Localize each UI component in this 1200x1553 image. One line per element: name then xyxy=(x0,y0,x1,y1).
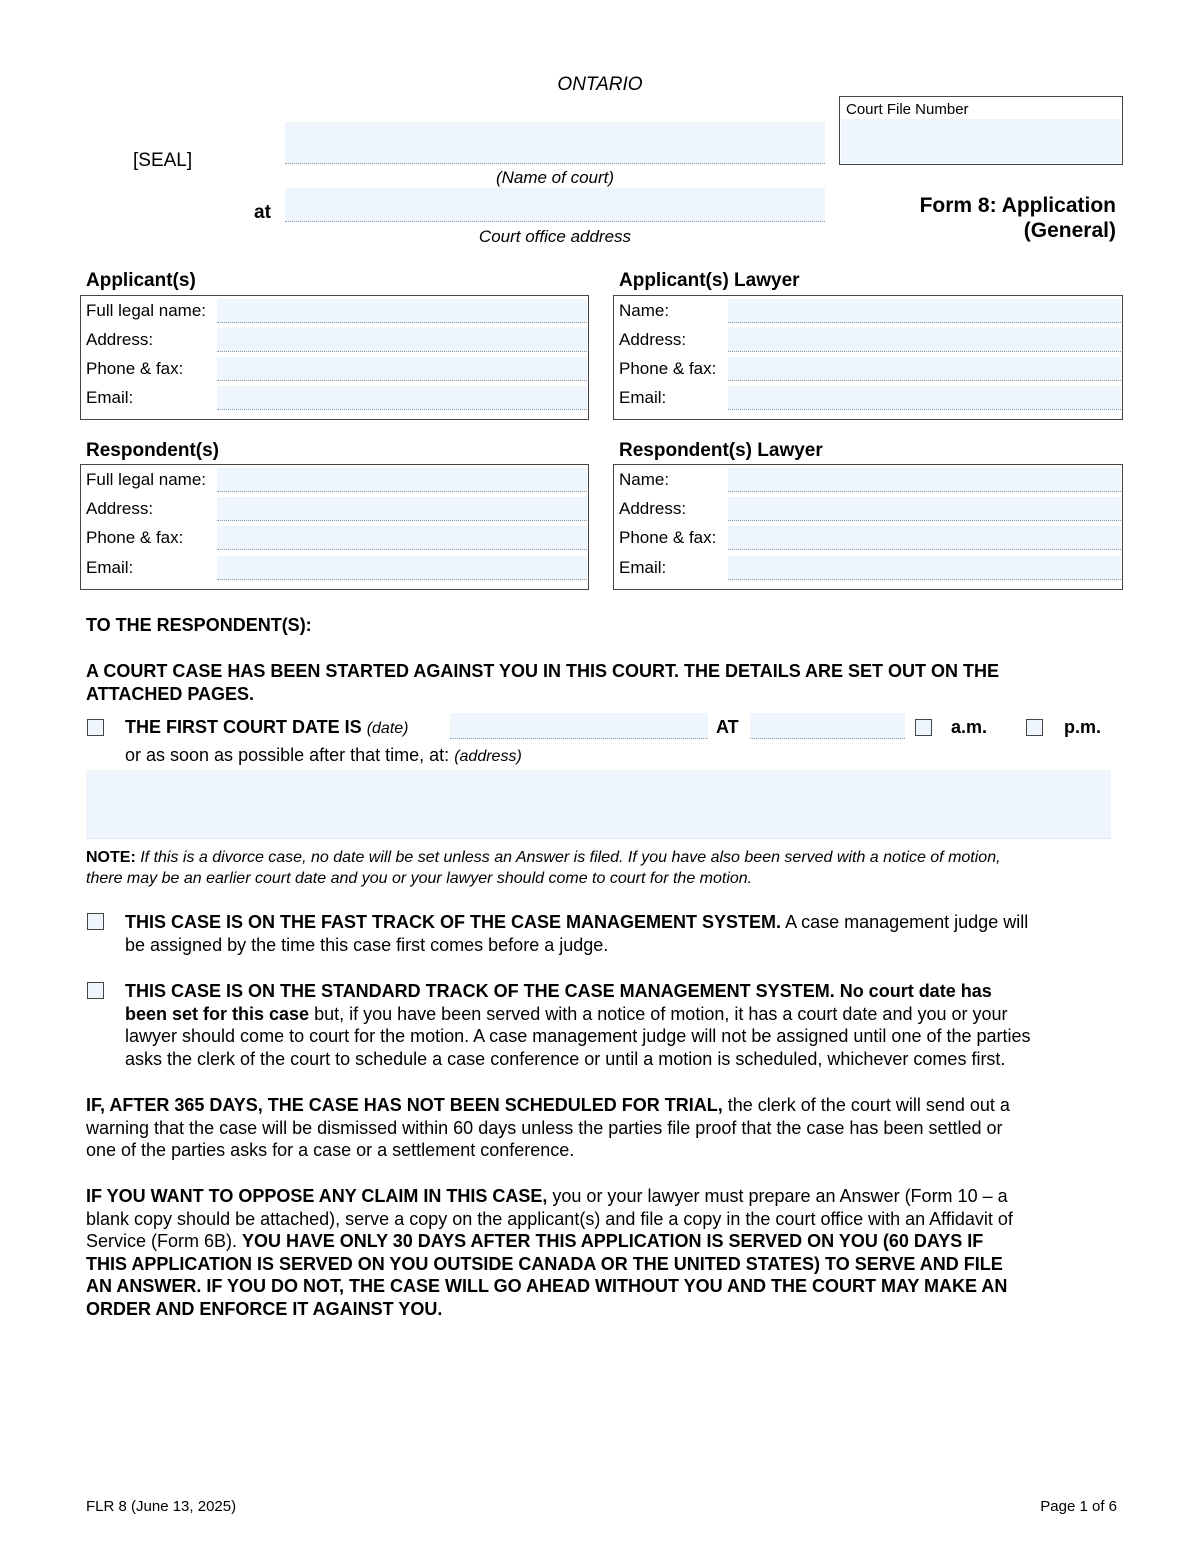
respondent-lawyer-box xyxy=(613,464,1123,590)
court-office-address-caption: Court office address xyxy=(478,227,632,246)
field-label: Name: xyxy=(619,470,670,489)
form-title-line2: (General) xyxy=(1023,219,1116,242)
province-heading: ONTARIO xyxy=(557,74,643,95)
trial-warning-heading: IF, AFTER 365 DAYS, THE CASE HAS NOT BEEN SCHEDULED FOR TRIAL, xyxy=(86,1095,723,1115)
first-court-date-input[interactable] xyxy=(450,713,708,739)
applicant-address-row xyxy=(81,326,590,354)
respondent-name-row xyxy=(81,466,590,494)
respondent-phone-row xyxy=(81,524,590,552)
field-label: Full legal name: xyxy=(86,301,207,320)
applicant-name-input[interactable] xyxy=(217,299,587,323)
am-label: a.m. xyxy=(951,717,988,737)
court-file-number-box xyxy=(839,96,1123,165)
to-respondent-heading: TO THE RESPONDENT(S): xyxy=(86,615,312,635)
trial-warning xyxy=(86,1094,1126,1162)
address-hint: (address) xyxy=(454,748,522,765)
case-started-line: A COURT CASE HAS BEEN STARTED AGAINST YOU IN THIS COURT. THE DETAILS ARE SET OUT ON THE xyxy=(86,661,1000,681)
fast-track-line: be assigned by the time this case first comes before a judge. xyxy=(125,934,609,955)
respondent-lawyer-name-input[interactable] xyxy=(728,468,1121,492)
trial-warning-line xyxy=(86,1094,1126,1117)
applicant-lawyer-email-input[interactable] xyxy=(728,386,1121,410)
date-hint: (date) xyxy=(366,720,409,737)
oppose-line: ORDER AND ENFORCE IT AGAINST YOU. xyxy=(86,1298,443,1319)
fast-track-rest: A case management judge will xyxy=(785,912,1029,932)
respondent-lawyer-address-input[interactable] xyxy=(728,497,1121,521)
time-at-label: AT xyxy=(716,717,739,737)
field-label: Phone & fax: xyxy=(86,359,184,378)
standard-track-line xyxy=(125,1003,1125,1026)
trial-warning-line: one of the parties asks for a case or a settlement conference. xyxy=(86,1140,575,1160)
field-label: Address: xyxy=(86,499,154,518)
at-label: at xyxy=(254,202,271,223)
first-court-time-input[interactable] xyxy=(750,713,905,739)
court-office-address-field[interactable] xyxy=(285,188,825,222)
page-number: Page 1 of 6 xyxy=(1040,1498,1117,1515)
applicant-lawyer-phone-row xyxy=(614,355,1124,383)
field-label: Phone & fax: xyxy=(619,528,717,547)
respondent-lawyer-address-row xyxy=(614,495,1124,523)
form-title-line1: Form 8: Application xyxy=(919,194,1116,217)
field-label: Address: xyxy=(619,499,687,518)
standard-track-bold: been set for this case xyxy=(125,1003,310,1024)
note-label: NOTE: xyxy=(86,849,136,866)
note-text: If this is a divorce case, no date will be set unless an Answer is filed. If you have also been served with a notice of motion, xyxy=(140,849,1001,866)
applicant-lawyer-name-row xyxy=(614,297,1124,325)
applicant-lawyer-email-row xyxy=(614,384,1124,412)
applicant-email-input[interactable] xyxy=(217,386,587,410)
respondent-heading: Respondent(s) xyxy=(86,440,219,461)
respondent-phone-input[interactable] xyxy=(217,526,587,550)
first-court-date-checkbox[interactable] xyxy=(87,719,104,736)
oppose-normal: Service (Form 6B). xyxy=(86,1231,238,1251)
first-court-date-label-group xyxy=(125,717,408,738)
court-name-field[interactable] xyxy=(285,122,825,164)
applicant-heading: Applicant(s) xyxy=(86,270,196,291)
applicant-lawyer-address-row xyxy=(614,326,1124,354)
oppose-line xyxy=(86,1185,1126,1208)
respondent-lawyer-phone-input[interactable] xyxy=(728,526,1121,550)
oppose-line xyxy=(86,1230,1126,1253)
am-checkbox[interactable] xyxy=(915,719,932,736)
oppose-line: THIS APPLICATION IS SERVED ON YOU OUTSIDE CANADA OR THE UNITED STATES) TO SERVE AND FILE xyxy=(86,1253,1003,1274)
respondent-name-input[interactable] xyxy=(217,468,587,492)
pm-label: p.m. xyxy=(1064,717,1102,737)
note-line: there may be an earlier court date and you or your lawyer should come to court for the motion. xyxy=(86,870,753,887)
oppose-bold: YOU HAVE ONLY 30 DAYS AFTER THIS APPLICATION IS SERVED ON YOU (60 DAYS IF xyxy=(242,1231,984,1251)
field-label: Name: xyxy=(619,301,670,320)
respondent-lawyer-phone-row xyxy=(614,524,1124,552)
applicant-box xyxy=(80,295,589,420)
field-label: Address: xyxy=(619,330,687,349)
applicant-name-row xyxy=(81,297,590,325)
applicant-lawyer-name-input[interactable] xyxy=(728,299,1121,323)
applicant-email-row xyxy=(81,384,590,412)
applicant-address-input[interactable] xyxy=(217,328,587,352)
applicant-lawyer-address-input[interactable] xyxy=(728,328,1121,352)
field-label: Email: xyxy=(86,388,134,407)
case-started-notice xyxy=(86,660,1126,705)
seal-placeholder: [SEAL] xyxy=(133,150,193,171)
asap-text: or as soon as possible after that time, at: xyxy=(125,745,450,765)
standard-track-checkbox[interactable] xyxy=(87,982,104,999)
note-block xyxy=(86,847,1126,889)
fast-track-text xyxy=(125,911,1125,956)
applicant-phone-row xyxy=(81,355,590,383)
standard-track-text xyxy=(125,980,1125,1070)
case-started-line: ATTACHED PAGES. xyxy=(86,683,255,704)
field-label: Phone & fax: xyxy=(619,359,717,378)
trial-warning-line: warning that the case will be dismissed within 60 days unless the parties file proof that the case has been settled or xyxy=(86,1117,1003,1138)
oppose-heading: IF YOU WANT TO OPPOSE ANY CLAIM IN THIS CASE, xyxy=(86,1186,548,1206)
respondent-lawyer-heading: Respondent(s) Lawyer xyxy=(619,440,823,461)
field-label: Email: xyxy=(619,558,667,577)
field-label: Email: xyxy=(86,558,134,577)
oppose-line: blank copy should be attached), serve a copy on the applicant(s) and file a copy in the court office with an Affidavit of xyxy=(86,1208,1013,1229)
standard-track-rest: but, if you have been served with a notice of motion, it has a court date and you or your xyxy=(314,1003,1008,1024)
oppose-line: AN ANSWER. IF YOU DO NOT, THE CASE WILL GO AHEAD WITHOUT YOU AND THE COURT MAY MAKE AN xyxy=(86,1276,1008,1296)
respondent-lawyer-email-row xyxy=(614,554,1124,582)
applicant-lawyer-phone-input[interactable] xyxy=(728,357,1121,381)
field-label: Full legal name: xyxy=(86,470,207,489)
form-title xyxy=(920,193,1116,243)
respondent-address-row xyxy=(81,495,590,523)
first-court-date-label: THE FIRST COURT DATE IS xyxy=(125,717,362,737)
respondent-address-input[interactable] xyxy=(217,497,587,521)
applicant-lawyer-heading: Applicant(s) Lawyer xyxy=(619,270,800,291)
fast-track-line xyxy=(125,911,1125,934)
asap-line xyxy=(125,745,522,766)
respondent-email-row xyxy=(81,554,590,582)
applicant-lawyer-box xyxy=(613,295,1123,420)
court-address-input[interactable] xyxy=(86,770,1111,839)
standard-track-line: lawyer should come to court for the motion. A case management judge will not be assigned until one of the parties xyxy=(125,1026,1031,1046)
standard-track-line: asks the clerk of the court to schedule a case conference or until a motion is scheduled, whichever comes first. xyxy=(125,1048,1006,1069)
oppose-rest: you or your lawyer must prepare an Answer (Form 10 – a xyxy=(552,1186,1008,1206)
respondent-lawyer-name-row xyxy=(614,466,1124,494)
applicant-phone-input[interactable] xyxy=(217,357,587,381)
pm-checkbox[interactable] xyxy=(1026,719,1043,736)
court-file-number-field[interactable] xyxy=(841,119,1121,163)
respondent-box xyxy=(80,464,589,590)
oppose-claim-notice xyxy=(86,1185,1126,1320)
court-name-caption: (Name of court) xyxy=(495,168,615,187)
field-label: Address: xyxy=(86,330,154,349)
court-file-number-label: Court File Number xyxy=(846,101,969,118)
fast-track-checkbox[interactable] xyxy=(87,913,104,930)
fast-track-heading: THIS CASE IS ON THE FAST TRACK OF THE CASE MANAGEMENT SYSTEM. xyxy=(125,912,782,932)
standard-track-line: THIS CASE IS ON THE STANDARD TRACK OF THE CASE MANAGEMENT SYSTEM. No court date has xyxy=(125,981,992,1001)
respondent-lawyer-email-input[interactable] xyxy=(728,556,1121,580)
form-id-footer: FLR 8 (June 13, 2025) xyxy=(86,1498,237,1515)
note-line xyxy=(86,847,1126,868)
trial-warning-rest: the clerk of the court will send out a xyxy=(727,1095,1010,1115)
field-label: Email: xyxy=(619,388,667,407)
field-label: Phone & fax: xyxy=(86,528,184,547)
respondent-email-input[interactable] xyxy=(217,556,587,580)
